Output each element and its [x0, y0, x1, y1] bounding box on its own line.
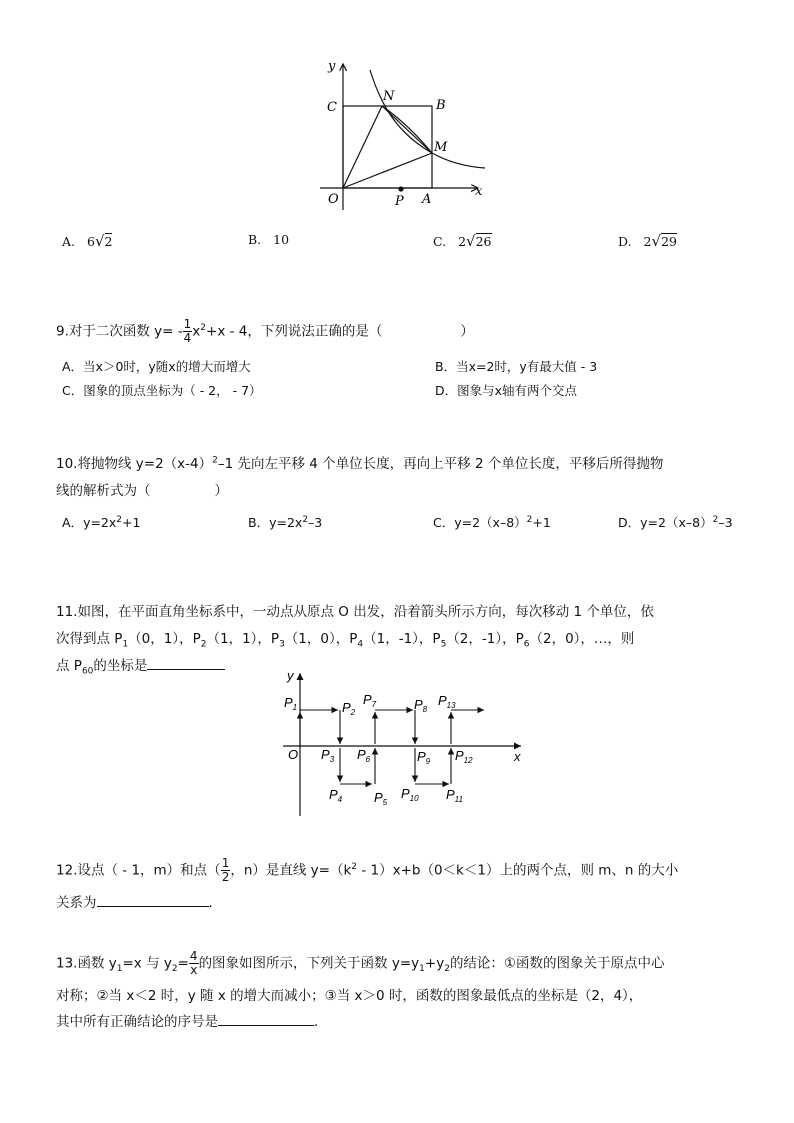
segment-ON: [343, 106, 382, 188]
q9-option-b[interactable]: B．当x=2时，y有最大值 - 3: [435, 359, 598, 374]
q13-fraction: $\frac{4}{x}$: [189, 949, 198, 977]
q11-stem-line3: 点 $P_{60}$的坐标是: [56, 654, 225, 677]
q9-option-d[interactable]: D．图象与x轴有两个交点: [435, 383, 578, 398]
q9-fraction: $\frac{1}{4}$: [183, 317, 192, 345]
label-C: C: [327, 100, 337, 115]
q12-answer-blank[interactable]: [97, 892, 209, 907]
point-P: [398, 186, 403, 191]
q12-fraction: $\frac{1}{2}$: [221, 856, 230, 884]
segment-NM: [382, 106, 432, 153]
q10-stem-line2: 线的解析式为（ ）: [56, 483, 228, 499]
label-P8: $P_8$: [414, 697, 428, 714]
q10-stem-line1: 10.将抛物线 $y=2(x-4)^2-1$ 先向左平移 4 个单位长度，再向上平移 2 个单位长度，平移后所得抛物: [56, 455, 664, 472]
q10-option-b[interactable]: B．$y=2x^2-3$: [248, 514, 323, 530]
label-P7: $P_7$: [363, 692, 377, 709]
q8-option-c[interactable]: C. 2√26: [433, 232, 492, 250]
q8-option-b[interactable]: B. 10: [248, 232, 290, 247]
q9-stem: 9.对于二次函数 y= - $\frac{1}{4}$ $x^2+x - 4$，下列说法正确的是（ ）: [56, 317, 474, 345]
label-P: P: [395, 194, 404, 209]
q9-option-c[interactable]: C．图象的顶点坐标为（ - 2， - 7）: [62, 383, 262, 398]
q13-stem-line1: 13.函数 $y_1=x$ 与 $y_2=$ $\frac{4}{x}$ 的图象如图所示，下列关于函数 $y=y_1+y_2$的结论：①函数的图象关于原点中心: [56, 949, 665, 977]
label-P11: $P_{11}$: [446, 787, 463, 804]
q11-stem-line1: 11.如图，在平面直角坐标系中，一动点从原点 O 出发，沿着箭头所示方向，每次移动 1 个单位，依: [56, 604, 654, 620]
q8-option-d[interactable]: D. 2√29: [618, 232, 677, 250]
label-O: O: [328, 192, 339, 207]
label-P6: $P_6$: [357, 747, 371, 764]
q10-option-d[interactable]: D．$y=2(x-8)^2-3$: [618, 514, 733, 530]
label-y: y: [287, 668, 294, 683]
square-OABC: [343, 106, 432, 188]
label-P5: $P_5$: [374, 790, 388, 807]
label-P10: $P_{10}$: [401, 786, 419, 803]
label-B: B: [436, 98, 446, 113]
q12-stem-line1: 12.设点（ - 1，m）和点（ $\frac{1}{2}$ ，n）是直线 $y=(k^2 - 1)x+b(0<k<1)$上的两个点，则 m、n 的大小: [56, 856, 679, 884]
square-hyperbola-figure: [300, 52, 500, 212]
q13-stem-line3: 其中所有正确结论的序号是 ．: [56, 1010, 328, 1030]
q13-stem-line2: 对称；②当 x＜2 时，y 随 x 的增大而减小；③当 x＞0 时，函数的图象最低点的坐标是（2，4），: [56, 988, 643, 1004]
q13-answer-blank[interactable]: [218, 1011, 314, 1026]
label-x: x: [514, 749, 521, 764]
label-N: N: [383, 89, 395, 104]
spiral-path-figure: [278, 668, 538, 818]
label-P13: $P_{13}$: [438, 693, 456, 710]
label-P3: $P_3$: [321, 747, 335, 764]
q10-option-a[interactable]: A．$y=2x^2+1$: [62, 514, 141, 530]
label-y: y: [328, 59, 336, 74]
label-P12: $P_{12}$: [455, 748, 473, 765]
label-P9: $P_9$: [417, 749, 431, 766]
label-P4: $P_4$: [329, 787, 343, 804]
label-A: A: [422, 192, 432, 207]
q12-stem-line2: 关系为 ．: [56, 891, 222, 911]
hyperbola-curve: [370, 70, 485, 168]
q10-option-c[interactable]: C．$y=2(x-8)^2+1$: [433, 514, 551, 530]
q9-option-a[interactable]: A．当x＞0时，y随x的增大而增大: [62, 359, 251, 374]
label-P1: $P_1$: [284, 695, 298, 712]
q11-answer-blank[interactable]: [147, 655, 225, 670]
segment-OM: [343, 153, 432, 188]
q11-stem-line2: 次得到点 $P_1(0$，1），$P_2(1$，1），$P_3(1$，0），$P_4(1$，-1），$P_5(2$，-1），$P_6(2$，0），…，则: [56, 631, 635, 650]
q8-option-a[interactable]: A. 6√2: [62, 232, 113, 250]
label-M: M: [434, 140, 448, 155]
label-O: O: [288, 747, 299, 762]
label-x: x: [475, 184, 483, 199]
label-P2: $P_2$: [342, 700, 356, 717]
